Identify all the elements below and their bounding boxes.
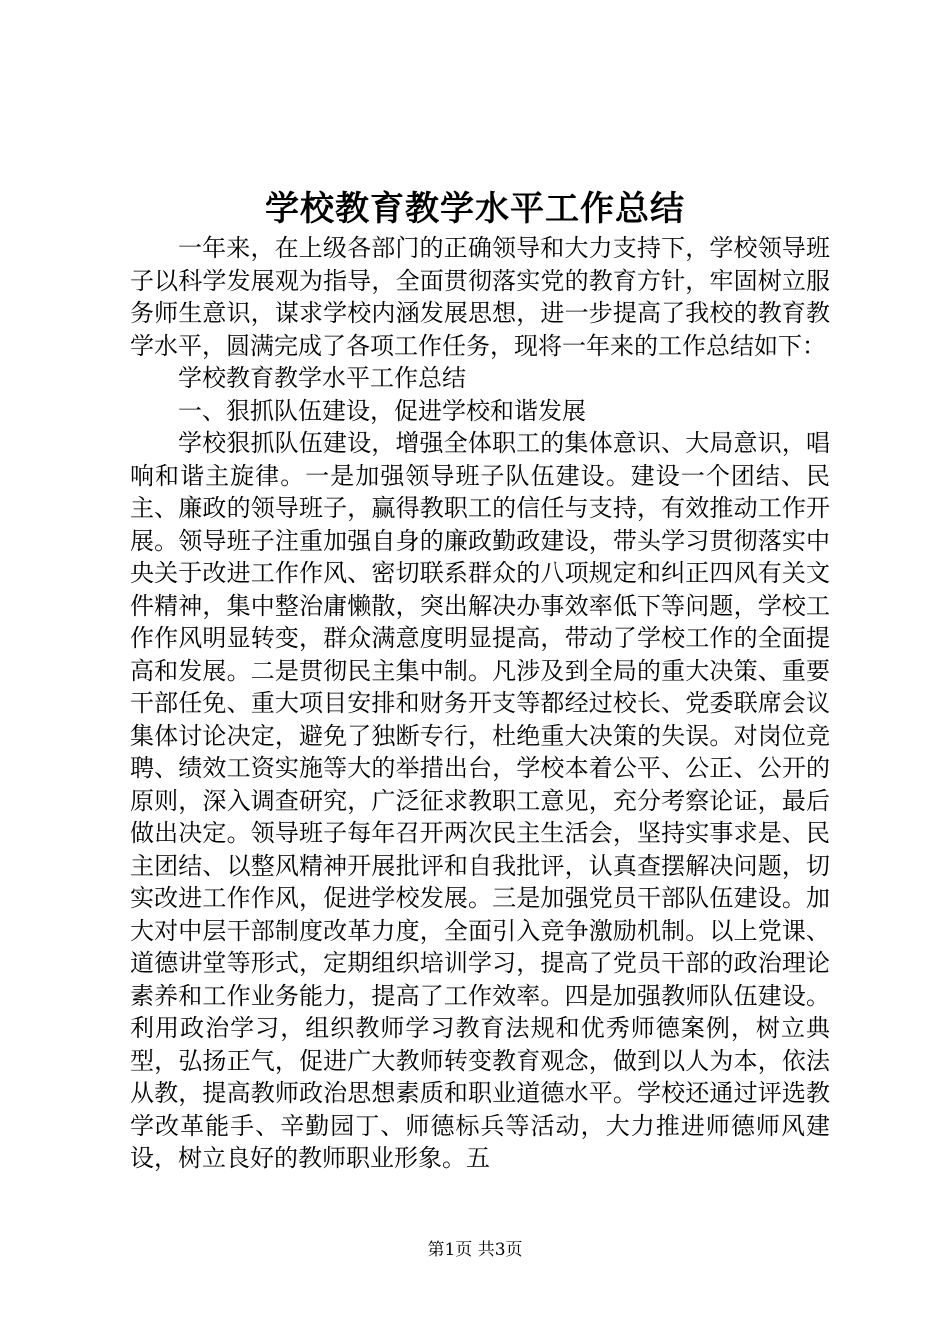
section-paragraph: 学校狠抓队伍建设，增强全体职工的集体意识、大局意识，唱响和谐主旋律。一是加强领导班子队伍建设。建设一个团结、民主、廉政的领导班子，赢得教职工的信任与支持，有效推动工作开展。领导班子注重加强自身的廉政勤政建设，带头学习贯彻落实中央关于改进工作作风、密切联系群众的八项规定和纠正四风有关文件精神，集中整治庸懒散，突出解决办事效率低下等问题，学校工作作风明显转变，群众满意度明显提高，带动了学校工作的全面提高和发展。二是贯彻民主集中制。凡涉及到全局的重大决策、重要干部任免、重大项目安排和财务开支等都经过校长、党委联席会议集体讨论决定，避免了独断专行，杜绝重大决策的失误。对岗位竞聘、绩效工资实施等大的举措出台，学校本着公平、公正、公开的原则，深入调查研究，广泛征求教职工意见，充分考察论证，最后做出决定。领导班子每年召开两次民主生活会，坚持实事求是、民主团结、以整风精神开展批评和自我批评，认真查摆解决问题，切实改进工作作风，促进学校发展。三是加强党员干部队伍建设。加大对中层干部制度改革力度，全面引入竞争激励机制。以上党课、道德讲堂等形式，定期组织培训学习，提高了党员干部的政治理论素养和工作业务能力，提高了工作效率。四是加强教师队伍建设。利用政治学习，组织教师学习教育法规和优秀师德案例，树立典型，弘扬正气，促进广大教师转变教育观念，做到以人为本，依法从教，提高教师政治思想素质和职业道德水平。学校还通过评选教学改革能手、辛勤园丁、师德标兵等活动，大力推进师德师风建设，树立良好的教师职业形象。五 <box>130 429 830 1172</box>
intro-paragraph: 一年来，在上级各部门的正确领导和大力支持下，学校领导班子以科学发展观为指导，全面贯彻落实党的教育方针，牢固树立服务师生意识，谋求学校内涵发展思想，进一步提高了我校的教育教学水平，圆满完成了各项工作任务，现将一年来的工作总结如下： <box>130 234 830 360</box>
section-heading: 一、狠抓队伍建设，促进学校和谐发展 <box>178 396 586 425</box>
subtitle-line: 学校教育教学水平工作总结 <box>178 364 466 392</box>
document-body <box>130 232 830 1175</box>
page-footer: 第1页 共3页 <box>427 1240 523 1260</box>
document-title: 学校教育教学水平工作总结 <box>265 189 685 229</box>
